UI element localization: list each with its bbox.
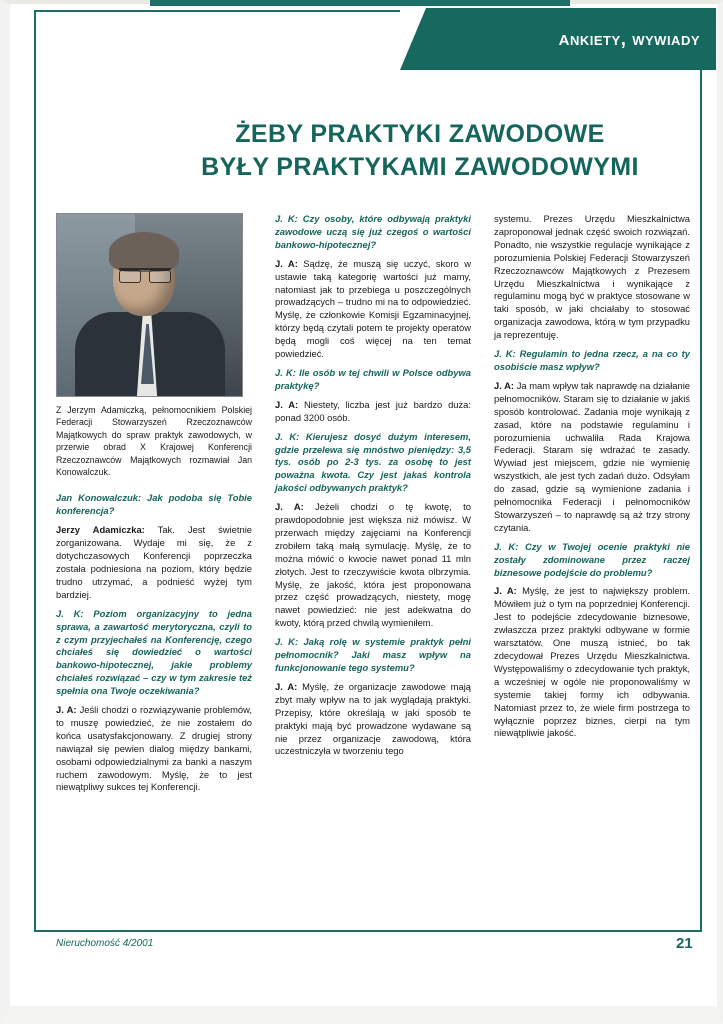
question-2-col1: J. K: Poziom organizacyjny to jedna sprawa, a zawartość merytoryczna, czyli to z czym przyjechałeś na Konferencję, czego chciałeś się dowiedzieć o wartości bankowo-hipotecznej, jakie problemy chciałeś rozwiązać – czy w tym zakresie też spełnia ona Twoje oczekiwania? [56, 607, 252, 697]
section-header-title: ankiety, wywiady [558, 25, 700, 50]
portrait-photo [56, 213, 243, 397]
question-2-col3: J. K: Czy w Twojej ocenie praktyki nie zostały zdominowane przez raczej biznesowe podejście do problemu? [494, 540, 690, 578]
right-rule [700, 70, 702, 930]
column-2 [275, 213, 471, 764]
answer-2-text: Jeśli chodzi o rozwiązywanie problemów, to muszę powiedzieć, że nie zostałem do końca usatysfakcjonowany. Z drugiej strony nawiązał się pewien dialog między bankami, osobami odpowiedzialnymi za banki a naszym ruchem zawodowym. Myślę, że to jest niewątpliwy sukces tej Konferencji. [56, 704, 253, 793]
continuation-text-col3: systemu. Prezes Urzędu Mieszkalnictwa zaproponował jednak część swoich rozwiązań. Ponadto, nie wszystkie regulacje wynikające z porozumienia Polskiej Federacji Stowarzyszeń Rzeczoznawców Majątkowych z Prezesem Urzędu Mieszkalnictwa i wynikające z regulaminu mogą być w praktyce stosowane w taki sposób, w jaki chciałaby to stosować organizacja zawodowa, którą w tym przypadku ja reprezentuję. [494, 213, 690, 341]
headline-line-2: BYŁY PRAKTYKAMI ZAWODOWYMI [201, 153, 639, 181]
answer-3-col2 [275, 501, 471, 630]
answer-1-col3 [494, 380, 690, 535]
answer-1-col2-speaker: J. A: [275, 257, 298, 269]
answer-1-text: Tak. Jest świetnie zorganizowana. Wydaje mi się, że z dotychczasowych Konferencji poprzeczka została podniesiona na poziom, który będzie trudno utrzymać, a podnieść wyżej tym bardziej. [56, 524, 252, 600]
photo-subject-glasses [119, 268, 171, 281]
column-1 [56, 213, 252, 800]
left-rule [34, 10, 36, 930]
answer-2-col3-text: Myślę, że jest to największy problem. Mówiłem już o tym na poprzedniej Konferencji. Jest to podejście zdecydowanie biznesowe, zwłaszcza przez praktyki odbywane w formie warsztatów. One muszą istnieć, bo tak zdecydował Prezes Urzędu Mieszkalnictwa. Występowaliśmy o zdecydowanie tych praktyk, a wcześniej w ogóle nie proponowaliśmy w systemie takiej formy ich odbywania. Natomiast przez to, że wiele firm postrzega to wyłącznie poprzez biznes, cierpi na tym niewątpliwie jakość. [494, 585, 691, 739]
answer-1-col1 [56, 524, 252, 601]
question-3-col2: J. K: Kierujesz dosyć dużym interesem, gdzie przelewa się mnóstwo pieniędzy: 3,5 tys. osób po 2-3 tys. za osobę to jest poważna kwota. Czy jest jakaś kontrola jakości odbywanych praktyk? [275, 430, 471, 494]
answer-1-col3-speaker: J. A: [494, 379, 515, 391]
question-1-col3: J. K: Regulamin to jedna rzecz, a na co ty osobiście masz wpływ? [494, 348, 690, 372]
top-crop-bar [150, 0, 570, 6]
answer-4-col2-text: Myślę, że organizacje zawodowe mają zbyt mały wpływ na to jak wyglądają praktyki. Przepisy, które określają w jaki sposób te praktyki mają być prowadzone wydawane są nie przez organizacje zawodową, która uczestniczyła w tworzeniu tego [275, 680, 472, 757]
answer-3-col2-text: Jeżeli chodzi o tę kwotę, to prawdopodobnie jest większa niż mówisz. W przerwach między zajęciami na Konferencji zrobiłem taką małą symulację. Myślę, że to można mówić o kwocie nawet ponad 11 mln złotych. Jest to rzeczywiście kwota olbrzymia. Myślę, że jakość, która jest proponowana przez część prowadzących, niestety, mogę nawet powiedzieć: nie jest adekwatna do kwoty, którą przed chwilą wymieniłem. [275, 501, 471, 629]
answer-2-col2 [275, 399, 471, 425]
photo-caption: Z Jerzym Adamiczką, pełnomocnikiem Polskiej Federacji Stowarzyszeń Rzeczoznawców Majątkowych do spraw praktyk zawodowych, w przerwie obrad X Krajowej Konferencji Rzeczoznawców Majątkowych rozmawiał Jan Konowalczuk. [56, 405, 252, 478]
answer-2-col3-speaker: J. A: [494, 585, 517, 597]
header-notch [400, 8, 426, 70]
article-headline [150, 118, 690, 184]
answer-2-col3 [494, 585, 690, 740]
answer-2-speaker: J. A: [56, 704, 77, 716]
question-1-col1: Jan Konowalczuk: Jak podoba się Tobie konferencja? [56, 492, 252, 517]
answer-1-col2 [275, 258, 471, 361]
answer-2-col2-text: Niestety, liczba jest już bardzo duża: ponad 3200 osób. [275, 398, 472, 423]
photo-subject-hair [109, 232, 179, 272]
answer-2-col1 [56, 704, 252, 794]
answer-1-speaker: Jerzy Adamiczka: [56, 524, 145, 536]
footer-page-number: 21 [676, 935, 693, 952]
question-2-col2: J. K: Ile osób w tej chwili w Polsce odbywa praktykę? [275, 366, 471, 391]
top-rule [34, 10, 402, 12]
question-4-col2: J. K: Jaką rolę w systemie praktyk pełni pełnomocnik? Jaki masz wpływ na funkcjonowanie tego systemu? [275, 636, 471, 673]
column-3 [494, 213, 690, 746]
article-body [56, 213, 692, 913]
question-1-col2: J. K: Czy osoby, które odbywają praktyki zawodowe uczą się już czegoś o wartości bankowo-hipotecznej? [275, 213, 471, 250]
answer-1-col3-text: Ja mam wpływ tak naprawdę na działanie pełnomocników. Staram się to działanie w jakiś sposób kontrolować. Zadania moje wynikają z zasad, które na podstawie regulaminu i porozumienia uchwaliła Rada Krajowa Federacji. Staram się wdrażać te zasady. Wywiad jest miejscem, gdzie nie wymienię wszystkich, ale jest tych zadań dużo. Odsyłam do zasad, gdzie są wymienione zadania i pełnomocnika Federacji i pełnomocników Stowarzyszeń – to naprawdę są aż trzy strony czytania. [494, 379, 691, 533]
answer-3-col2-speaker: J. A: [275, 501, 304, 513]
section-header-bar [400, 8, 716, 70]
bottom-rule [34, 930, 702, 932]
answer-4-col2-speaker: J. A: [275, 680, 298, 692]
headline-line-1: ŻEBY PRAKTYKI ZAWODOWE [235, 120, 605, 148]
footer-journal-title: Nieruchomość 4/2001 [56, 938, 154, 949]
answer-4-col2 [275, 681, 471, 758]
answer-1-col2-text: Sądzę, że muszą się uczyć, skoro w ustawie taką kategorię wartości już mamy, natomiast jak to przebiega u poszczególnych prowadzących – trudno mi na to odpowiedzieć. Myślę, że członkowie Komisji Egzaminacyjnej, którzy będą czytali potem te projekty operatów będą mogli coś więcej na ten temat powiedzieć. [275, 257, 471, 360]
answer-2-col2-speaker: J. A: [275, 398, 299, 410]
